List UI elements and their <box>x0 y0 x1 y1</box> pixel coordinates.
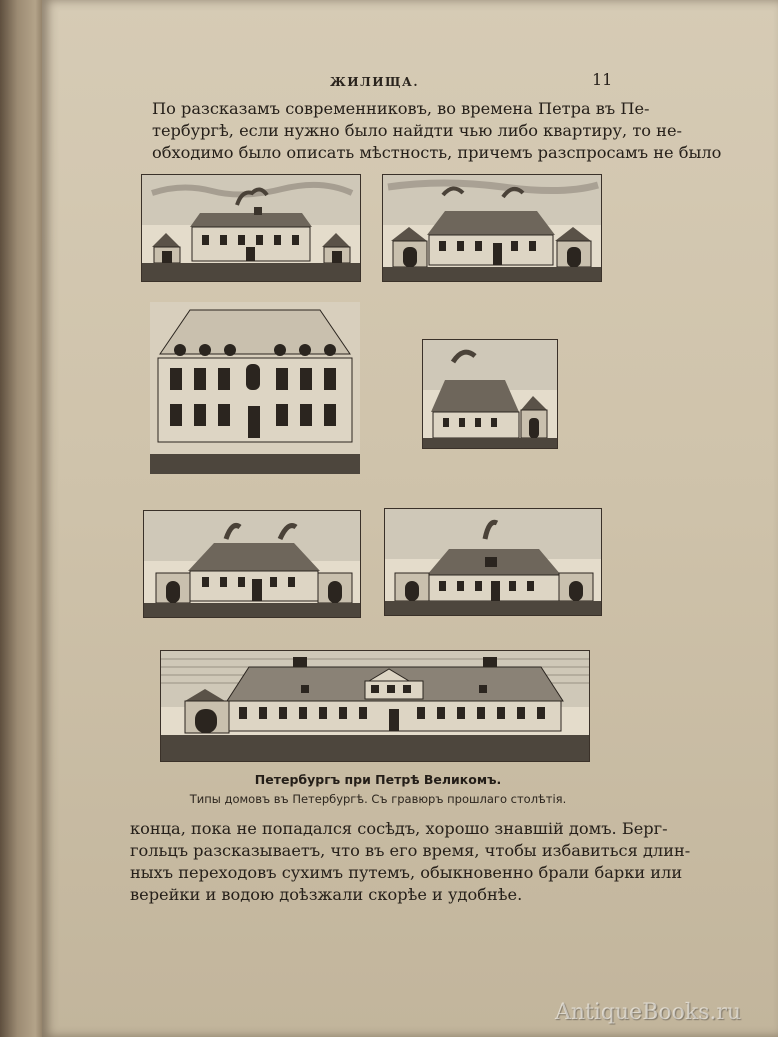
figure-caption-title: Петербургъ при Петрѣ Великомъ. <box>254 772 502 787</box>
figure-caption-subtitle: Типы домовъ въ Петербургѣ. Съ гравюръ прошлаго столѣтія. <box>189 792 567 806</box>
text-line: верейки и водою доѣзжали скорѣе и удобнѣе. <box>130 885 523 904</box>
text-line: ныхъ переходовъ сухимъ путемъ, обыкновенно брали барки или <box>130 863 683 882</box>
bottom-paragraph <box>130 818 691 906</box>
engraving-house-6 <box>384 508 602 616</box>
engraving-house-1 <box>141 174 361 282</box>
page-number: 11 <box>592 70 613 89</box>
left-page-edges <box>0 0 44 1037</box>
running-header: ЖИЛИЩА. <box>330 75 419 89</box>
text-line: тербургѣ, если нужно было найдти чью либо квартиру, то не- <box>152 121 683 140</box>
engraving-house-5 <box>143 510 361 618</box>
text-line: По разсказамъ современниковъ, во времена Петра въ Пе- <box>152 99 650 118</box>
engraving-house-2 <box>382 174 602 282</box>
engraving-house-3 <box>150 302 360 474</box>
engraving-house-4 <box>422 339 558 449</box>
top-paragraph <box>152 98 722 164</box>
engraving-house-7 <box>160 650 590 762</box>
watermark: AntiqueBooks.ru <box>555 1000 742 1025</box>
text-line: конца, пока не попадался сосѣдъ, хорошо знавшій домъ. Берг- <box>130 819 668 838</box>
text-line: обходимо было описать мѣстность, причемъ разспросамъ не было <box>152 143 722 162</box>
text-line: гольцъ разсказываетъ, что въ его время, чтобы избавиться длин- <box>130 841 691 860</box>
